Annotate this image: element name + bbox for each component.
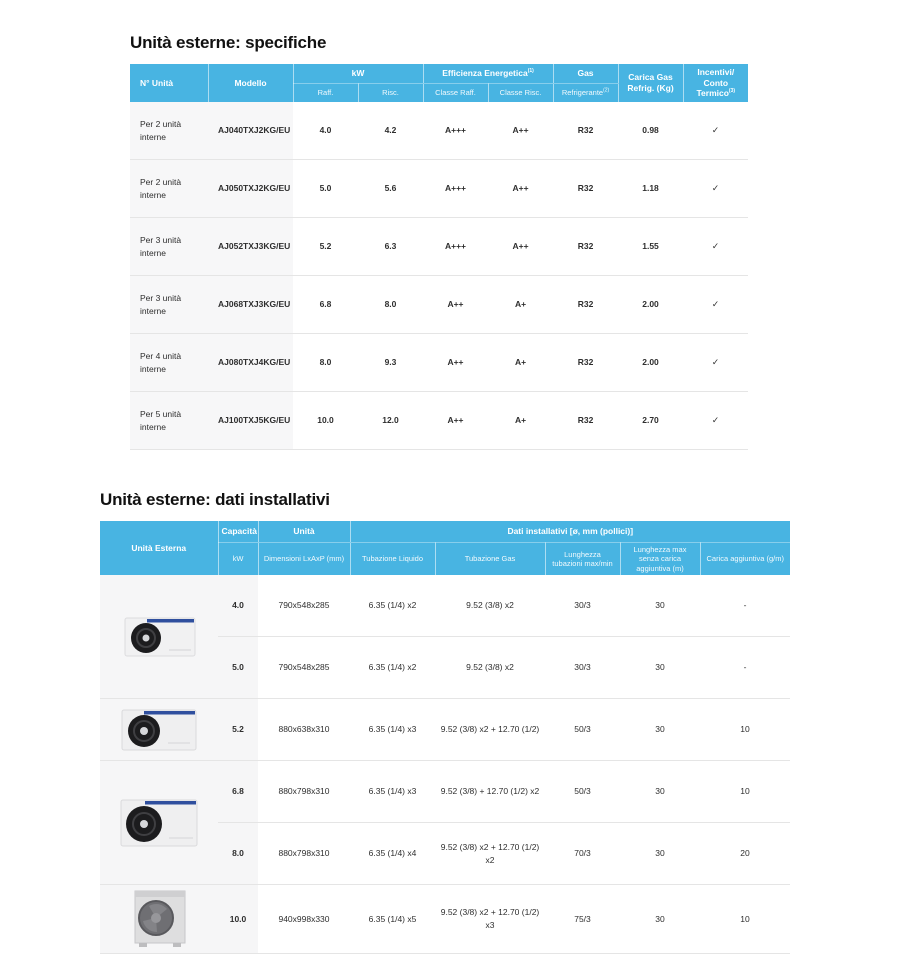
gas-charge-cell: 0.98 xyxy=(642,125,659,136)
gas-charge-cell: 1.55 xyxy=(618,218,683,276)
refrigerant-footnote: (2) xyxy=(603,87,610,94)
subcol-header-extra-charge: Carica aggiuntiva (g/m) xyxy=(700,543,790,576)
capacity-cell: 5.2 xyxy=(218,699,258,761)
outdoor-unit-tall-image xyxy=(123,887,195,951)
capacity-cell: 8.0 xyxy=(218,823,258,885)
max-length-cell: 30 xyxy=(620,885,700,954)
kw-cooling-cell: 8.0 xyxy=(293,334,358,392)
unit-image-cell xyxy=(100,699,218,761)
gas-cell: R32 xyxy=(577,125,594,136)
table-row xyxy=(100,885,790,954)
incentive-check-icon: ✓ xyxy=(683,160,748,218)
unit-count-cell: Per 3 unità interne xyxy=(130,218,208,276)
col-header-capacity: Capacità xyxy=(218,521,258,543)
heating-class-cell: A+ xyxy=(488,276,553,334)
dimensions-cell: 790x548x285 xyxy=(278,600,330,611)
subcol-header-cooling-class: Classe Raff. xyxy=(423,84,488,103)
liquid-pipe-cell: 6.35 (1/4) x2 xyxy=(368,600,417,611)
kw-heating-cell: 9.3 xyxy=(358,334,423,392)
kw-heating-cell: 8.0 xyxy=(358,276,423,334)
outdoor-unit-large-image xyxy=(115,795,203,851)
unit-count-cell: Per 5 unità interne xyxy=(130,392,208,450)
incentive-check-icon: ✓ xyxy=(683,276,748,334)
col-header-gas: Gas xyxy=(553,64,618,84)
gas-cell: R32 xyxy=(553,218,618,276)
subcol-header-pipe-length: Lunghezza tubazioni max/min xyxy=(545,543,620,576)
table-row xyxy=(100,761,790,823)
model-cell: AJ040TXJ2KG/EU xyxy=(208,102,293,160)
table-row xyxy=(100,699,790,761)
specs-section-title: Unità esterne: specifiche xyxy=(130,33,327,52)
liquid-pipe-cell: 6.35 (1/4) x4 xyxy=(350,823,435,885)
table-row xyxy=(130,102,748,160)
extra-charge-cell: 10 xyxy=(700,885,790,954)
col-header-install-data: Dati installativi [ø, mm (pollici)] xyxy=(350,521,790,543)
dimensions-cell: 880x798x310 xyxy=(258,761,350,823)
col-header-efficiency xyxy=(423,64,553,84)
extra-charge-cell: - xyxy=(700,637,790,699)
incentive-check-icon: ✓ xyxy=(683,392,748,450)
specs-table xyxy=(130,64,748,450)
col-header-unit: Unità xyxy=(258,521,350,543)
extra-charge-cell: - xyxy=(743,600,747,611)
subcol-header-kw: kW xyxy=(218,543,258,576)
outdoor-unit-medium-image xyxy=(116,705,202,755)
cooling-class-cell: A++ xyxy=(423,334,488,392)
capacity-cell: 4.0 xyxy=(218,575,258,637)
max-length-cell: 30 xyxy=(620,699,700,761)
cooling-class-cell: A+++ xyxy=(423,160,488,218)
kw-cooling-cell: 10.0 xyxy=(293,392,358,450)
col-header-kw: kW xyxy=(293,64,423,84)
col-header-gas-charge: Carica Gas Refrig. (Kg) xyxy=(618,64,683,102)
unit-count-cell: Per 2 unità interne xyxy=(130,102,208,160)
gas-charge-cell: 2.70 xyxy=(618,392,683,450)
cooling-class-cell: A++ xyxy=(423,276,488,334)
dimensions-cell: 880x798x310 xyxy=(258,823,350,885)
gas-cell: R32 xyxy=(553,392,618,450)
table-row xyxy=(130,218,748,276)
subcol-header-dimensions: Dimensioni LxAxP (mm) xyxy=(258,543,350,576)
heating-class-cell: A++ xyxy=(512,125,529,136)
capacity-cell: 5.0 xyxy=(218,637,258,699)
gas-charge-cell: 1.18 xyxy=(618,160,683,218)
max-length-cell: 30 xyxy=(620,823,700,885)
liquid-pipe-cell: 6.35 (1/4) x3 xyxy=(350,761,435,823)
gas-pipe-cell: 9.52 (3/8) x2 xyxy=(466,600,514,611)
heating-class-cell: A+ xyxy=(488,334,553,392)
gas-charge-cell: 2.00 xyxy=(618,276,683,334)
incentive-check-icon: ✓ xyxy=(683,334,748,392)
dimensions-cell: 880x638x310 xyxy=(258,699,350,761)
extra-charge-cell: 20 xyxy=(700,823,790,885)
incentive-check-icon: ✓ xyxy=(711,124,720,135)
col-header-model: Modello xyxy=(208,64,293,102)
spec-sheet-page xyxy=(0,33,900,933)
subcol-header-max-length: Lunghezza max senza carica aggiuntiva (m) xyxy=(620,543,700,576)
model-cell: AJ080TXJ4KG/EU xyxy=(208,334,293,392)
subcol-header-refrigerant xyxy=(553,84,618,103)
extra-charge-cell: 10 xyxy=(700,699,790,761)
table-row xyxy=(130,276,748,334)
cooling-class-cell: A+++ xyxy=(423,218,488,276)
kw-cooling-cell: 5.0 xyxy=(293,160,358,218)
dimensions-cell: 790x548x285 xyxy=(258,637,350,699)
dimensions-cell: 940x998x330 xyxy=(258,885,350,954)
liquid-pipe-cell: 6.35 (1/4) x3 xyxy=(350,699,435,761)
max-length-cell: 30 xyxy=(655,600,665,611)
pipe-length-cell: 75/3 xyxy=(545,885,620,954)
unit-image-cell xyxy=(100,761,218,885)
gas-pipe-cell: 9.52 (3/8) x2 + 12.70 (1/2) x2 xyxy=(435,823,545,885)
pipe-length-cell: 50/3 xyxy=(545,761,620,823)
efficiency-label: Efficienza Energetica xyxy=(442,68,528,79)
gas-pipe-cell: 9.52 (3/8) x2 xyxy=(435,637,545,699)
incentives-footnote: (3) xyxy=(728,88,736,95)
liquid-pipe-cell: 6.35 (1/4) x2 xyxy=(350,637,435,699)
gas-pipe-cell: 9.52 (3/8) x2 + 12.70 (1/2) x3 xyxy=(435,885,545,954)
unit-count-cell: Per 3 unità interne xyxy=(130,276,208,334)
subcol-header-heating: Risc. xyxy=(358,84,423,103)
model-cell: AJ100TXJ5KG/EU xyxy=(208,392,293,450)
install-table xyxy=(100,521,790,954)
kw-cooling-cell: 5.2 xyxy=(293,218,358,276)
heating-class-cell: A++ xyxy=(488,218,553,276)
col-header-unit-count: N° Unità xyxy=(130,64,208,102)
install-section-title: Unità esterne: dati installativi xyxy=(100,490,330,509)
col-header-outdoor-unit: Unità Esterna xyxy=(100,521,218,575)
gas-charge-cell: 2.00 xyxy=(618,334,683,392)
unit-count-cell: Per 2 unità interne xyxy=(130,160,208,218)
unit-count-cell: Per 4 unità interne xyxy=(130,334,208,392)
gas-cell: R32 xyxy=(553,334,618,392)
pipe-length-cell: 50/3 xyxy=(545,699,620,761)
max-length-cell: 30 xyxy=(620,761,700,823)
outdoor-unit-small-image xyxy=(117,611,201,663)
pipe-length-cell: 30/3 xyxy=(545,637,620,699)
kw-cooling-cell: 6.8 xyxy=(293,276,358,334)
gas-pipe-cell: 9.52 (3/8) x2 + 12.70 (1/2) xyxy=(435,699,545,761)
table-row xyxy=(130,334,748,392)
heating-class-cell: A++ xyxy=(488,160,553,218)
cooling-class-cell: A+++ xyxy=(444,125,467,136)
subcol-header-gas-pipe: Tubazione Gas xyxy=(435,543,545,576)
model-cell: AJ050TXJ2KG/EU xyxy=(208,160,293,218)
model-cell: AJ052TXJ3KG/EU xyxy=(208,218,293,276)
subcol-header-heating-class: Classe Risc. xyxy=(488,84,553,103)
incentives-label-1: Incentivi/ xyxy=(697,67,735,78)
unit-image-cell xyxy=(100,885,218,954)
extra-charge-cell: 10 xyxy=(700,761,790,823)
kw-heating-cell: 6.3 xyxy=(358,218,423,276)
cooling-class-cell: A++ xyxy=(423,392,488,450)
subcol-header-cooling: Raff. xyxy=(293,84,358,103)
kw-heating-cell: 4.2 xyxy=(384,125,397,136)
heating-class-cell: A+ xyxy=(488,392,553,450)
capacity-cell: 10.0 xyxy=(218,885,258,954)
gas-cell: R32 xyxy=(553,160,618,218)
liquid-pipe-cell: 6.35 (1/4) x5 xyxy=(350,885,435,954)
unit-image-cell xyxy=(100,575,218,699)
incentives-label-2: Conto Termico xyxy=(696,77,729,99)
kw-cooling-cell: 4.0 xyxy=(319,125,332,136)
subcol-header-liquid-pipe: Tubazione Liquido xyxy=(350,543,435,576)
gas-cell: R32 xyxy=(553,276,618,334)
capacity-cell: 6.8 xyxy=(218,761,258,823)
table-row xyxy=(130,392,748,450)
pipe-length-cell: 30/3 xyxy=(574,600,591,611)
model-cell: AJ068TXJ3KG/EU xyxy=(208,276,293,334)
refrigerant-label: Refrigerante xyxy=(561,88,604,98)
incentive-check-icon: ✓ xyxy=(683,218,748,276)
table-row xyxy=(130,160,748,218)
max-length-cell: 30 xyxy=(620,637,700,699)
pipe-length-cell: 70/3 xyxy=(545,823,620,885)
col-header-incentives xyxy=(683,64,748,102)
kw-heating-cell: 5.6 xyxy=(358,160,423,218)
table-row xyxy=(100,575,790,637)
gas-pipe-cell: 9.52 (3/8) + 12.70 (1/2) x2 xyxy=(435,761,545,823)
efficiency-footnote: (1) xyxy=(527,68,534,75)
kw-heating-cell: 12.0 xyxy=(358,392,423,450)
